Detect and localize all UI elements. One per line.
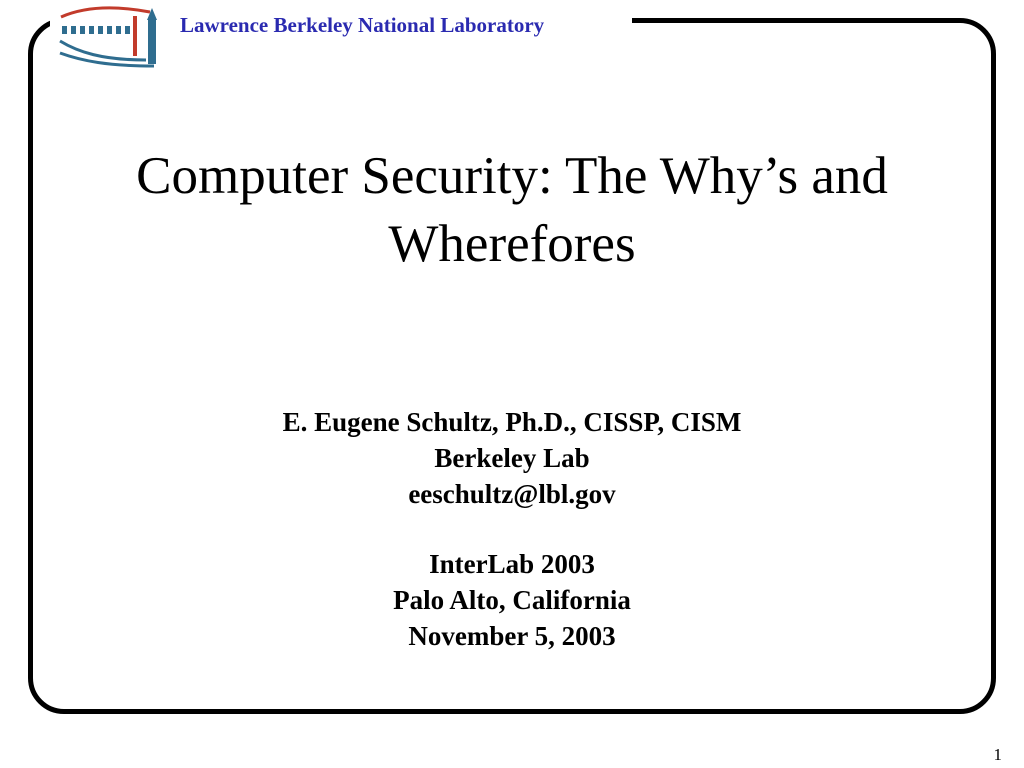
berkeley-lab-logo-svg: [58, 2, 172, 70]
author-affiliation: Berkeley Lab: [434, 443, 590, 473]
event-name: InterLab 2003: [429, 549, 595, 579]
block-spacer: [40, 512, 984, 546]
logo-window: [116, 26, 121, 34]
logo-tower-spire: [147, 8, 157, 20]
author-email: eeschultz@lbl.gov: [408, 479, 616, 509]
author-block: [40, 404, 984, 654]
organization-name: Lawrence Berkeley National Laboratory: [180, 13, 545, 37]
page-number: 1: [993, 745, 1002, 764]
logo-building-wall: [133, 16, 137, 56]
author-name: E. Eugene Schultz, Ph.D., CISSP, CISM: [282, 407, 742, 437]
logo-window: [89, 26, 94, 34]
logo-window: [71, 26, 76, 34]
logo-window: [125, 26, 130, 34]
logo-window: [107, 26, 112, 34]
logo-tower: [148, 20, 156, 64]
event-date: November 5, 2003: [408, 621, 616, 651]
berkeley-lab-logo-icon: [58, 2, 172, 70]
logo-window: [98, 26, 103, 34]
event-location: Palo Alto, California: [393, 585, 631, 615]
slide-title: Computer Security: The Why’s and Wherefores: [136, 147, 888, 273]
logo-roof-line: [61, 8, 150, 17]
logo-window: [62, 26, 67, 34]
logo-window: [80, 26, 85, 34]
